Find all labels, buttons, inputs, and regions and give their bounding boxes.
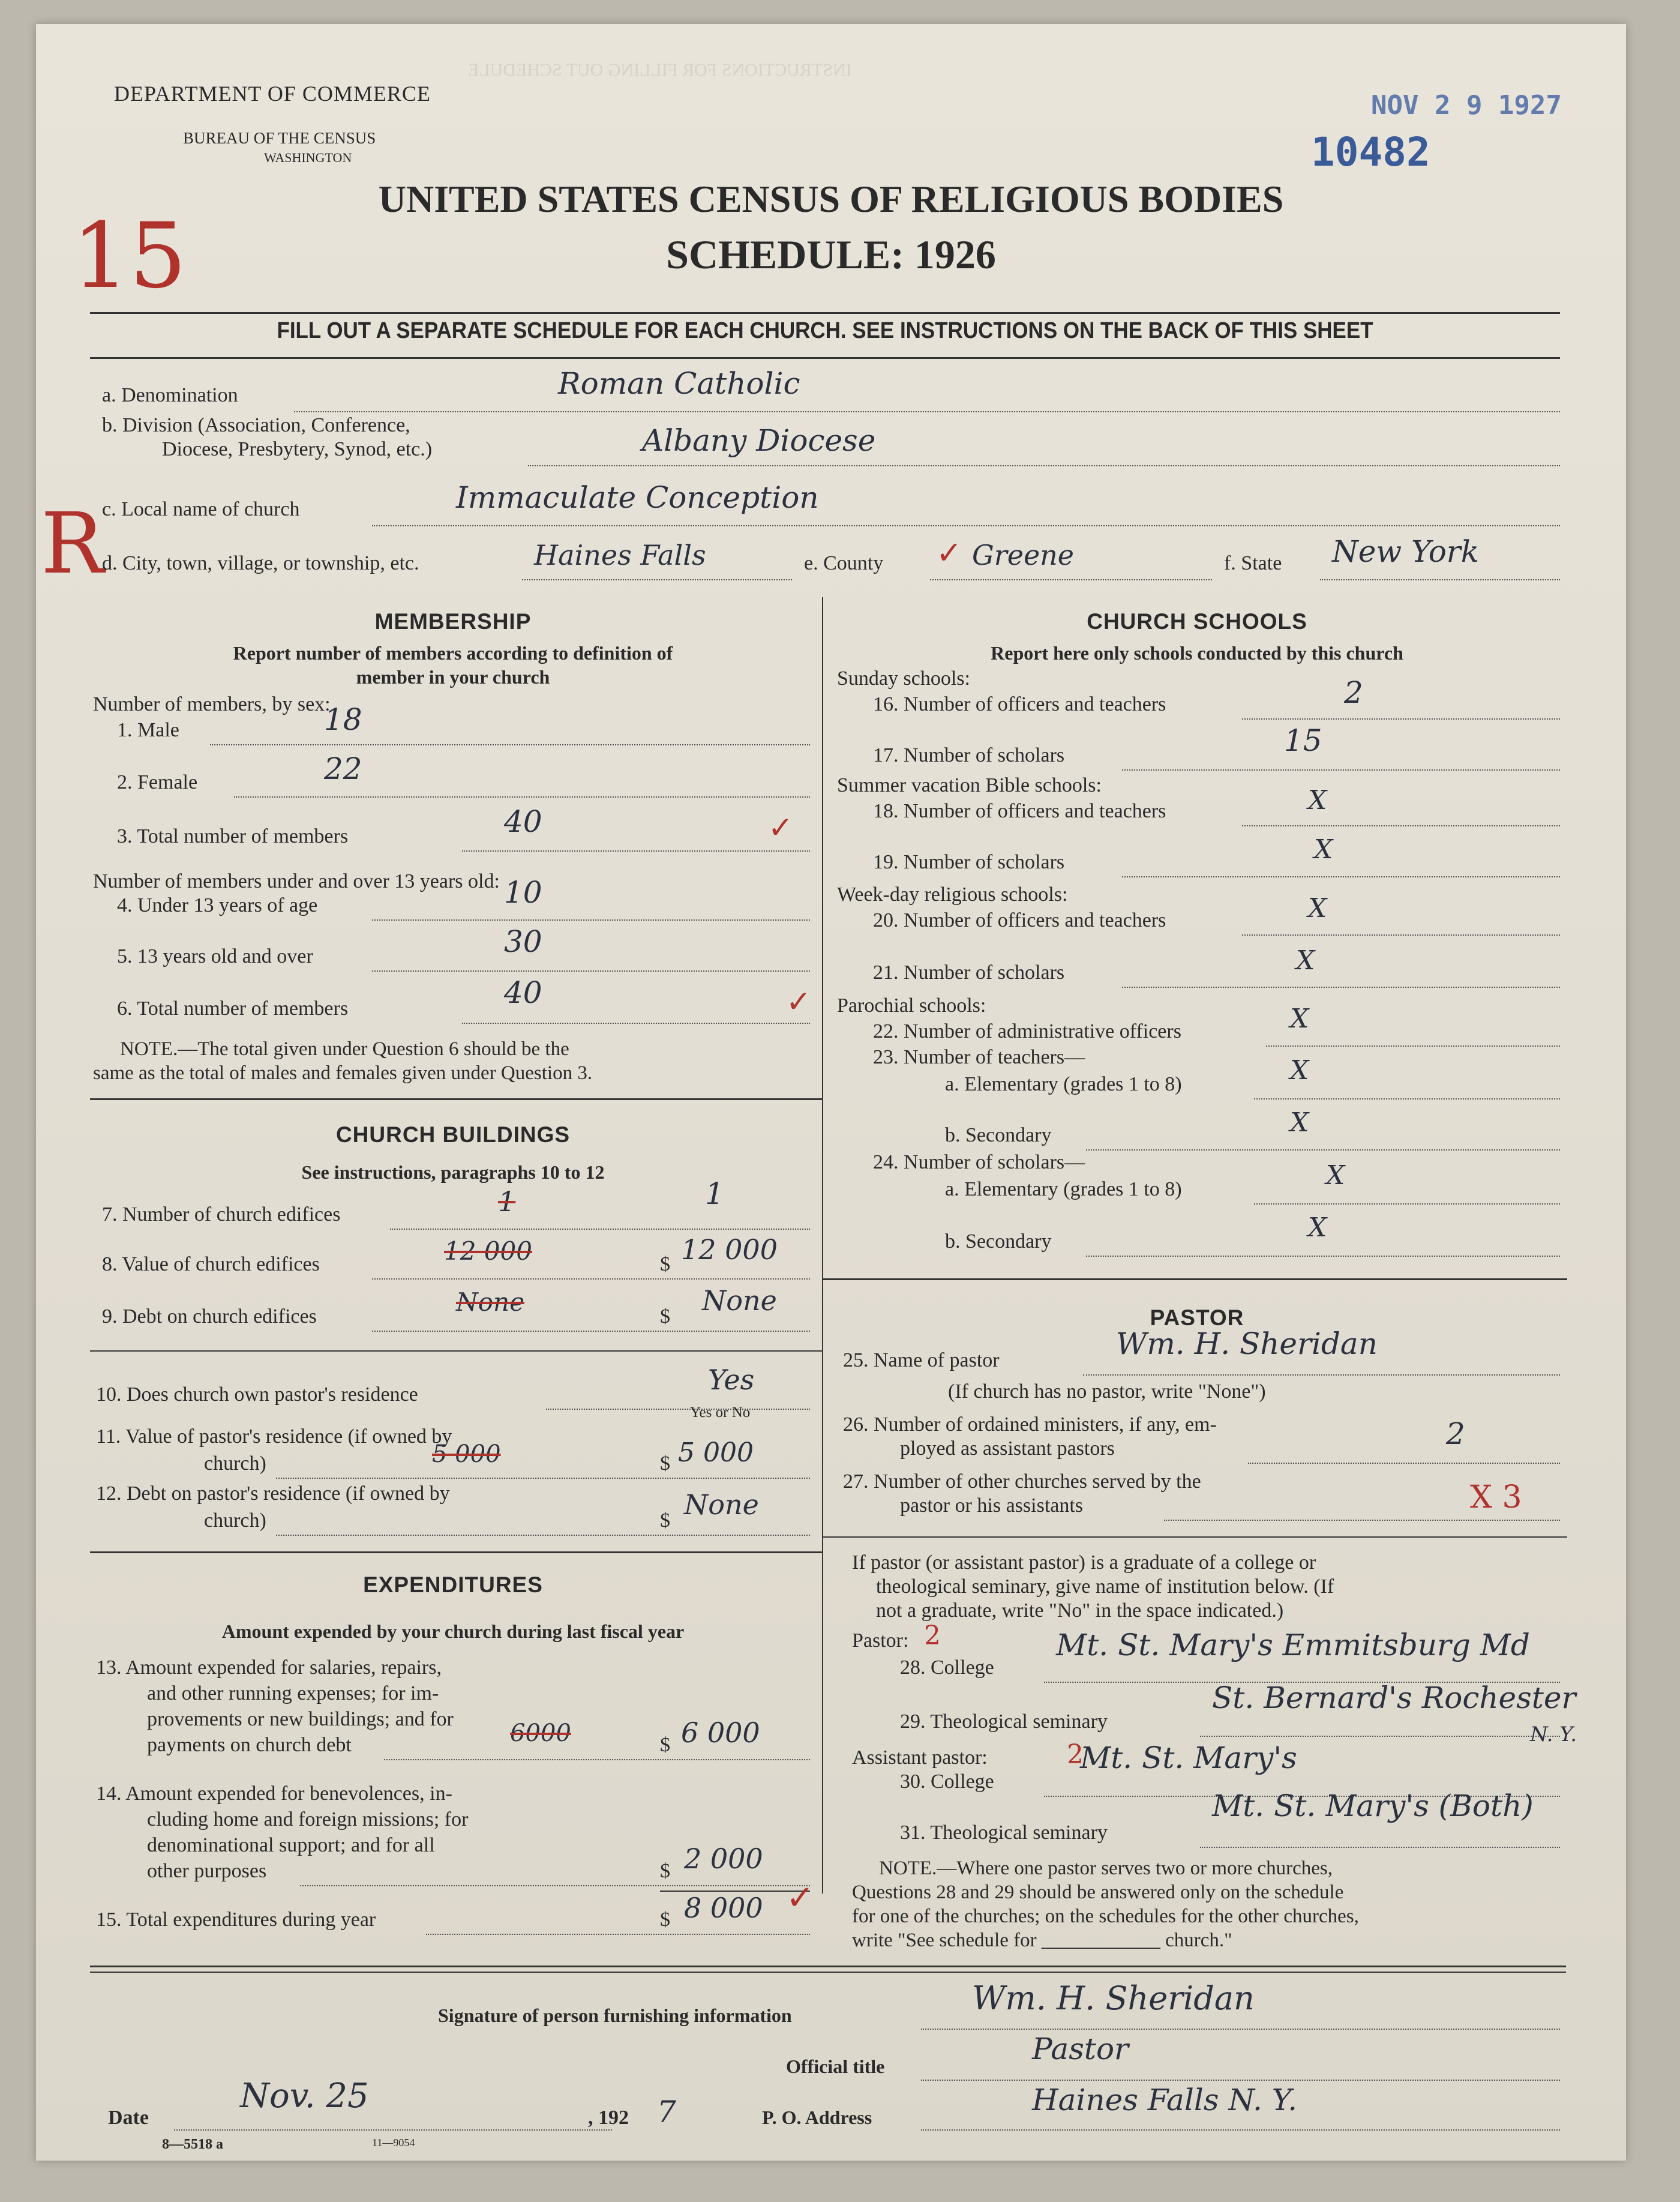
buildings-rule	[90, 1551, 822, 1553]
sunday-teachers-line	[1242, 718, 1560, 720]
benevolences-label-2: cluding home and foreign missions; for	[147, 1808, 469, 1830]
city-label: d. City, town, village, or township, etc.	[102, 552, 419, 574]
assistant-count-label-1: 26. Number of ordained ministers, if any, em-	[843, 1413, 1217, 1436]
over-13-line	[372, 970, 810, 972]
date-value[interactable]: Nov. 25	[240, 2077, 369, 2116]
graduate-instr-3: not a graduate, write "No" in the space indicated.)	[876, 1599, 1284, 1622]
benevolences-label-1: 14. Amount expended for benevolences, in-	[96, 1782, 452, 1805]
church-name-line	[372, 525, 1560, 526]
running-expenses-value[interactable]: 6 000	[681, 1716, 760, 1749]
footer-rule-1	[90, 1966, 1566, 1967]
assistant-count-line	[1248, 1463, 1560, 1464]
assistant-college-value[interactable]: Mt. St. Mary's	[1080, 1740, 1297, 1775]
margin-mark-r: R	[41, 495, 104, 593]
print-number: 11—9054	[372, 2137, 415, 2149]
residence-debt-line	[276, 1535, 810, 1536]
weekday-teachers-value[interactable]: X	[1308, 893, 1327, 924]
summer-scholars-value[interactable]: X	[1314, 834, 1333, 865]
expenditures-title: EXPENDITURES	[363, 1572, 543, 1597]
sunday-schools-label: Sunday schools:	[837, 667, 970, 690]
owns-residence-label: 10. Does church own pastor's residence	[96, 1383, 418, 1406]
county-label: e. County	[804, 552, 884, 574]
age-intro: Number of members under and over 13 years old:	[93, 870, 500, 892]
edifices-debt-dollar: $	[660, 1305, 670, 1328]
state-label: f. State	[1224, 552, 1282, 574]
column-divider	[822, 597, 823, 1894]
sunday-teachers-value[interactable]: 2	[1344, 675, 1363, 710]
by-sex-label: Number of members, by sex:	[93, 693, 331, 715]
state-value[interactable]: New York	[1332, 534, 1479, 569]
benevolences-label-4: other purposes	[147, 1860, 267, 1882]
running-expenses-label-4: payments on church debt	[147, 1734, 352, 1756]
parochial-scholars-sec-value[interactable]: X	[1308, 1212, 1327, 1243]
summer-teachers-line	[1242, 825, 1560, 826]
parochial-scholars-label: 24. Number of scholars—	[873, 1151, 1085, 1173]
form-title: UNITED STATES CENSUS OF RELIGIOUS BODIES	[378, 178, 1284, 220]
over-13-value[interactable]: 30	[504, 924, 542, 959]
header-rule-bottom	[90, 357, 1560, 359]
total-expenditures-value[interactable]: 8 000	[684, 1892, 763, 1924]
membership-intro-2: member in your church	[356, 666, 550, 688]
date-label: Date	[108, 2107, 149, 2129]
residence-debt-label-1: 12. Debt on pastor's residence (if owned by	[96, 1482, 450, 1505]
bureau-name: BUREAU OF THE CENSUS	[183, 129, 376, 147]
pastor-note-4: write "See schedule for ____________ church."	[852, 1930, 1232, 1951]
residence-debt-dollar: $	[660, 1509, 670, 1532]
sunday-scholars-line	[1122, 769, 1560, 771]
female-label: 2. Female	[117, 771, 198, 793]
weekday-scholars-label: 21. Number of scholars	[873, 961, 1065, 984]
buildings-title: CHURCH BUILDINGS	[335, 1122, 571, 1147]
edifices-value-value[interactable]: 12 000	[681, 1233, 778, 1266]
pastor-education-label: Pastor:	[852, 1629, 909, 1652]
denomination-value[interactable]: Roman Catholic	[558, 366, 800, 401]
city-line	[522, 579, 792, 580]
denomination-label: a. Denomination	[102, 384, 238, 406]
parochial-scholars-sec-line	[1086, 1256, 1560, 1257]
running-expenses-label-3: provements or new buildings; and for	[147, 1708, 454, 1730]
benevolences-label-3: denominational support; and for all	[147, 1834, 435, 1856]
other-churches-value[interactable]: X 3	[1470, 1479, 1522, 1515]
church-name-label: c. Local name of church	[102, 498, 300, 520]
summer-teachers-value[interactable]: X	[1308, 785, 1327, 816]
parochial-scholars-elem-line	[1254, 1203, 1560, 1205]
owns-residence-line	[546, 1409, 810, 1410]
residence-value-value[interactable]: 5 000	[678, 1437, 754, 1468]
parochial-teachers-sec-value[interactable]: X	[1290, 1107, 1309, 1138]
weekday-teachers-label: 20. Number of officers and teachers	[873, 909, 1166, 931]
parochial-scholars-elem-value[interactable]: X	[1326, 1160, 1345, 1191]
po-address-label: P. O. Address	[762, 2107, 872, 2128]
city-value[interactable]: Haines Falls	[534, 539, 706, 571]
total-members-check: ✓	[768, 811, 793, 844]
summer-scholars-label: 19. Number of scholars	[873, 851, 1065, 873]
total-members-value[interactable]: 40	[504, 804, 542, 839]
pastor-title: PASTOR	[1150, 1305, 1244, 1330]
denomination-line	[294, 411, 1560, 412]
edifices-debt-struck: None	[456, 1287, 524, 1317]
pastor-education-mark: 2	[924, 1620, 941, 1651]
running-expenses-dollar: $	[660, 1734, 670, 1756]
official-title-line	[921, 2080, 1560, 2081]
running-expenses-struck: 6000	[510, 1719, 571, 1747]
membership-rule	[90, 1098, 822, 1100]
under-13-line	[372, 919, 810, 921]
residence-value-struck: 5 000	[432, 1440, 501, 1468]
assistant-education-label: Assistant pastor:	[852, 1746, 988, 1769]
parochial-teachers-sec-line	[1086, 1149, 1560, 1151]
sunday-scholars-label: 17. Number of scholars	[873, 744, 1065, 766]
assistant-education-mark: 2	[1067, 1739, 1084, 1770]
parochial-teachers-label: 23. Number of teachers—	[873, 1046, 1085, 1068]
signature-value[interactable]: Wm. H. Sheridan	[972, 1979, 1255, 2017]
official-title-value[interactable]: Pastor	[1032, 2032, 1129, 2066]
parochial-schools-label: Parochial schools:	[837, 994, 986, 1017]
pastor-college-value[interactable]: Mt. St. Mary's Emmitsburg Md	[1056, 1628, 1530, 1662]
schools-intro: Report here only schools conducted by this church	[991, 642, 1403, 664]
po-address-line	[921, 2129, 1560, 2131]
pastor-note-3: for one of the churches; on the schedules for the other churches,	[852, 1906, 1359, 1927]
signature-label: Signature of person furnishing information	[438, 2005, 792, 2026]
dept-name: DEPARTMENT OF COMMERCE	[114, 82, 431, 106]
footer-rule-2	[90, 1972, 1566, 1973]
division-line	[528, 465, 1560, 466]
assistant-seminary-value[interactable]: Mt. St. Mary's (Both)	[1212, 1788, 1534, 1823]
male-line	[210, 744, 810, 745]
owns-residence-hint: Yes or No	[690, 1404, 751, 1421]
summer-scholars-line	[1122, 876, 1560, 877]
total-expenditures-check: ✓	[786, 1880, 814, 1917]
total-members-6-line	[462, 1023, 810, 1024]
state-line	[1320, 579, 1560, 580]
parochial-teachers-elem-value[interactable]: X	[1290, 1055, 1309, 1086]
form-number: 8—5518 a	[162, 2137, 223, 2152]
weekday-scholars-value[interactable]: X	[1296, 945, 1315, 976]
margin-mark-15: 15	[72, 204, 187, 308]
file-number-stamp: 10482	[1311, 129, 1430, 175]
running-expenses-label-2: and other running expenses; for im-	[147, 1682, 439, 1704]
edifices-debt-label: 9. Debt on church edifices	[102, 1305, 317, 1328]
residence-value-label-2: church)	[204, 1452, 266, 1475]
weekday-schools-label: Week-day religious schools:	[837, 883, 1068, 906]
membership-intro-1: Report number of members according to definition of	[233, 642, 673, 664]
pastor-college-label: 28. College	[900, 1656, 994, 1679]
parochial-teachers-elem-line	[1254, 1098, 1560, 1099]
county-line	[930, 579, 1212, 580]
assistant-seminary-line	[1200, 1847, 1560, 1848]
under-13-label: 4. Under 13 years of age	[117, 894, 318, 916]
male-value[interactable]: 18	[324, 702, 362, 737]
division-value[interactable]: Albany Diocese	[642, 423, 876, 458]
total-members-6-check: ✓	[786, 985, 811, 1018]
over-13-label: 5. 13 years old and over	[117, 945, 313, 967]
schools-title: CHURCH SCHOOLS	[1087, 609, 1307, 634]
buildings-mid-rule	[90, 1350, 822, 1352]
weekday-scholars-line	[1122, 987, 1560, 988]
edifices-debt-value[interactable]: None	[702, 1284, 777, 1317]
parochial-admin-value[interactable]: X	[1290, 1003, 1309, 1034]
edifices-value-line	[372, 1278, 810, 1280]
total-expenditures-dollar: $	[660, 1909, 670, 1931]
other-churches-line	[1164, 1520, 1560, 1521]
pastor-note-2: Questions 28 and 29 should be answered only on the schedule	[852, 1882, 1344, 1903]
residence-debt-value[interactable]: None	[684, 1488, 759, 1521]
assistant-seminary-label: 31. Theological seminary	[900, 1821, 1108, 1844]
residence-value-dollar: $	[660, 1452, 670, 1475]
male-label: 1. Male	[117, 719, 179, 741]
division-label-1: b. Division (Association, Conference,	[102, 414, 410, 436]
date-year-value[interactable]: 7	[657, 2095, 676, 2129]
official-title-label: Official title	[786, 2056, 885, 2077]
total-expenditures-label: 15. Total expenditures during year	[96, 1909, 376, 1931]
membership-note-2: same as the total of males and females given under Question 3.	[93, 1062, 593, 1084]
assistant-count-value[interactable]: 2	[1446, 1416, 1465, 1451]
po-address-value[interactable]: Haines Falls N. Y.	[1032, 2083, 1298, 2117]
pastor-seminary-label: 29. Theological seminary	[900, 1710, 1108, 1733]
division-label-2: Diocese, Presbytery, Synod, etc.)	[162, 438, 433, 460]
residence-value-label-1: 11. Value of pastor's residence (if owned by	[96, 1425, 452, 1448]
membership-title: MEMBERSHIP	[374, 609, 532, 634]
edifices-count-line	[390, 1229, 810, 1230]
header-rule-top	[90, 312, 1560, 314]
edifices-count-label: 7. Number of church edifices	[102, 1203, 341, 1226]
running-expenses-label-1: 13. Amount expended for salaries, repairs,	[96, 1656, 442, 1679]
church-name-value[interactable]: Immaculate Conception	[456, 480, 819, 515]
pastor-name-value[interactable]: Wm. H. Sheridan	[1116, 1326, 1378, 1361]
benevolences-value[interactable]: 2 000	[684, 1843, 763, 1875]
buildings-intro: See instructions, paragraphs 10 to 12	[301, 1161, 605, 1183]
female-line	[234, 796, 810, 798]
edifices-count-struck: 1	[498, 1185, 516, 1218]
pastor-seminary-value[interactable]: St. Bernard's Rochester	[1212, 1680, 1576, 1715]
residence-value-line	[276, 1478, 810, 1479]
edifices-value-struck: 12 000	[444, 1236, 532, 1266]
edifices-debt-line	[372, 1331, 810, 1332]
parochial-scholars-sec-label: b. Secondary	[945, 1230, 1052, 1253]
membership-note-1: NOTE.—The total given under Question 6 should be the	[120, 1038, 569, 1060]
pastor-seminary-value-2: N. Y.	[1530, 1722, 1577, 1746]
expenditures-intro: Amount expended by your church during last fiscal year	[221, 1620, 685, 1642]
benevolences-dollar: $	[660, 1860, 670, 1882]
summer-schools-label: Summer vacation Bible schools:	[837, 774, 1102, 796]
weekday-teachers-line	[1242, 934, 1560, 936]
schedule-title: SCHEDULE: 1926	[666, 232, 996, 277]
parochial-admin-label: 22. Number of administrative officers	[873, 1020, 1181, 1042]
sunday-teachers-label: 16. Number of officers and teachers	[873, 693, 1166, 715]
parochial-teachers-sec-label: b. Secondary	[945, 1124, 1052, 1146]
pastor-mid-rule	[823, 1536, 1567, 1538]
edifices-value-label: 8. Value of church edifices	[102, 1253, 320, 1275]
schools-rule	[823, 1278, 1567, 1280]
bureau-city: WASHINGTON	[264, 150, 352, 165]
total-members-6-value[interactable]: 40	[504, 975, 542, 1010]
pastor-none-note: (If church has no pastor, write "None")	[948, 1380, 1266, 1403]
total-members-line	[462, 850, 810, 852]
pastor-name-label: 25. Name of pastor	[843, 1349, 1000, 1371]
received-date-stamp: NOV 2 9 1927	[1371, 90, 1562, 121]
instructions-bar: FILL OUT A SEPARATE SCHEDULE FOR EACH CHURCH. SEE INSTRUCTIONS ON THE BACK OF THIS SHEET	[277, 318, 1373, 343]
total-members-6-label: 6. Total number of members	[117, 997, 349, 1020]
census-form-sheet	[36, 24, 1626, 2161]
residence-debt-label-2: church)	[204, 1509, 266, 1532]
edifices-value-dollar: $	[660, 1253, 670, 1275]
female-value[interactable]: 22	[324, 751, 362, 786]
other-churches-label-1: 27. Number of other churches served by the	[843, 1470, 1201, 1493]
parochial-scholars-elem-label: a. Elementary (grades 1 to 8)	[945, 1178, 1182, 1200]
pastor-note-1: NOTE.—Where one pastor serves two or more churches,	[879, 1858, 1333, 1879]
total-expenditures-line	[426, 1934, 810, 1935]
total-members-label: 3. Total number of members	[117, 825, 349, 847]
signature-line	[921, 2029, 1560, 2030]
assistant-count-label-2: ployed as assistant pastors	[900, 1437, 1115, 1460]
date-year-prefix: , 192	[588, 2107, 629, 2129]
bleed-through-text: INSTRUCTIONS FOR FILLING OUT SCHEDULE	[468, 60, 852, 80]
parochial-admin-line	[1266, 1045, 1560, 1047]
benevolences-line	[300, 1885, 810, 1886]
county-check: ✓	[936, 535, 962, 571]
graduate-instr-2: theological seminary, give name of institution below. (If	[876, 1575, 1334, 1598]
under-13-value[interactable]: 10	[504, 875, 542, 910]
edifices-count-value[interactable]: 1	[705, 1176, 724, 1211]
other-churches-label-2: pastor or his assistants	[900, 1494, 1084, 1517]
pastor-name-line	[1083, 1374, 1560, 1376]
date-line	[174, 2129, 612, 2131]
running-expenses-line	[384, 1759, 810, 1760]
assistant-college-label: 30. College	[900, 1770, 994, 1793]
parochial-teachers-elem-label: a. Elementary (grades 1 to 8)	[945, 1073, 1182, 1095]
summer-teachers-label: 18. Number of officers and teachers	[873, 800, 1166, 822]
pastor-seminary-line	[1200, 1736, 1560, 1737]
sunday-scholars-value[interactable]: 15	[1284, 723, 1322, 758]
graduate-instr-1: If pastor (or assistant pastor) is a graduate of a college or	[852, 1551, 1316, 1574]
owns-residence-value[interactable]: Yes	[708, 1364, 755, 1396]
county-value[interactable]: Greene	[972, 539, 1075, 571]
